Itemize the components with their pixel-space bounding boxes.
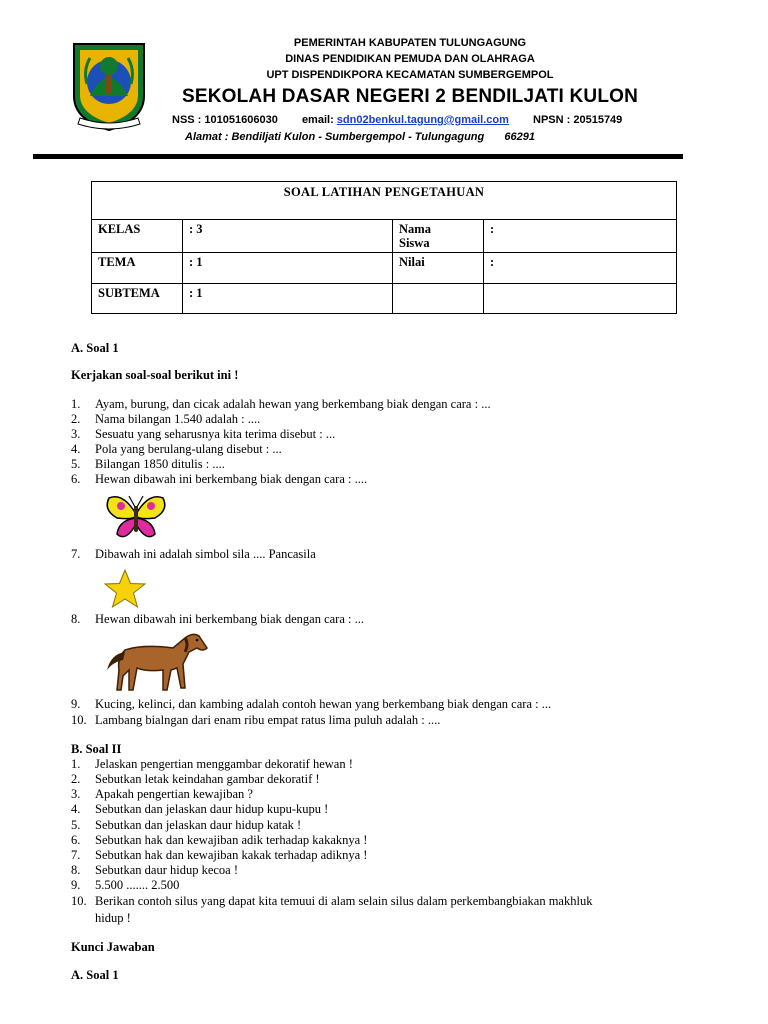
question-item: 2. Sebutkan letak keindahan gambar dekoratif !: [71, 772, 320, 786]
section-a-title: A. Soal 1: [71, 341, 119, 355]
question-item: 3. Apakah pengertian kewajiban ?: [71, 787, 253, 801]
question-item: 4. Pola yang berulang-ulang disebut : ...: [71, 442, 282, 456]
email-label: email:: [301, 114, 334, 126]
question-item: 10. Berikan contoh silus yang dapat kita temuui di alam selain silus dalam perkembangbiakan makhluk: [71, 894, 593, 908]
npsn-number: NPSN : 20515749: [533, 114, 623, 126]
section-b-title: B. Soal II: [71, 742, 122, 756]
value-tema: : 1: [183, 253, 393, 284]
label-nilai: Nilai: [393, 253, 484, 284]
question-item: 2. Nama bilangan 1.540 adalah : ....: [71, 412, 261, 426]
regency-logo: [68, 40, 150, 132]
butterfly-picture: [103, 492, 169, 549]
question-item: 6. Sebutkan hak dan kewajiban adik terhadap kakaknya !: [71, 833, 368, 847]
label-nama-siswa: Nama Siswa: [393, 220, 484, 253]
empty-cell: [393, 284, 484, 314]
question-item: 8. Hewan dibawah ini berkembang biak dengan cara : ...: [71, 612, 364, 626]
question-item: 8. Sebutkan daur hidup kecoa !: [71, 863, 239, 877]
horse-picture: [103, 630, 209, 699]
label-subtema: SUBTEMA: [92, 284, 183, 314]
empty-cell: [484, 284, 677, 314]
question-item: 5. Sebutkan dan jelaskan daur hidup katak !: [71, 818, 302, 832]
question-item: 5. Bilangan 1850 ditulis : ....: [71, 457, 225, 471]
question-item: 9. 5.500 ....... 2.500: [71, 878, 180, 892]
email-link[interactable]: sdn02benkul.tagung@gmail.com: [336, 114, 509, 126]
answer-key-section-a: A. Soal 1: [71, 968, 119, 982]
question-item: 7. Sebutkan hak dan kewajiban kakak terhadap adiknya !: [71, 848, 368, 862]
question-item: 4. Sebutkan dan jelaskan daur hidup kupu-kupu !: [71, 802, 329, 816]
question-item: 1. Jelaskan pengertian menggambar dekoratif hewan !: [71, 757, 353, 771]
star-picture: [103, 568, 147, 615]
question-item: 9. Kucing, kelinci, dan kambing adalah contoh hewan yang berkembang biak dengan cara : ...: [71, 697, 552, 711]
question-item: 3. Sesuatu yang seharusnya kita terima disebut : ...: [71, 427, 336, 441]
value-nilai[interactable]: :: [484, 253, 677, 284]
value-subtema: : 1: [183, 284, 393, 314]
label-tema: TEMA: [92, 253, 183, 284]
header-department: DINAS PENDIDIKAN PEMUDA DAN OLAHRAGA: [285, 53, 535, 65]
school-identifiers: [172, 114, 622, 126]
nss-number: NSS : 101051606030: [172, 114, 278, 126]
header-government: PEMERINTAH KABUPATEN TULUNGAGUNG: [293, 37, 527, 49]
section-a-instruction: Kerjakan soal-soal berikut ini !: [71, 368, 239, 382]
address-text: Alamat : Bendiljati Kulon - Sumbergempol - Tulungagung: [185, 131, 485, 143]
header-divider: [33, 154, 683, 159]
worksheet-title: SOAL LATIHAN PENGETAHUAN: [92, 182, 677, 220]
label-kelas: KELAS: [92, 220, 183, 253]
school-address: [185, 131, 535, 143]
student-info-table: [91, 181, 677, 314]
question-item-continuation: hidup !: [95, 911, 131, 925]
answer-key-title: Kunci Jawaban: [71, 940, 155, 954]
header-upt: UPT DISPENDIKPORA KECAMATAN SUMBERGEMPOL: [266, 69, 554, 81]
value-kelas: : 3: [183, 220, 393, 253]
question-item: 7. Dibawah ini adalah simbol sila .... Pancasila: [71, 547, 316, 561]
question-item: 6. Hewan dibawah ini berkembang biak dengan cara : ....: [71, 472, 368, 486]
value-nama-siswa[interactable]: :: [484, 220, 677, 253]
question-item: 10. Lambang bialngan dari enam ribu empat ratus lima puluh adalah : ....: [71, 713, 441, 727]
postal-code: 66291: [504, 131, 535, 143]
school-name: SEKOLAH DASAR NEGERI 2 BENDILJATI KULON: [181, 86, 639, 107]
question-item: 1. Ayam, burung, dan cicak adalah hewan yang berkembang biak dengan cara : ...: [71, 397, 491, 411]
